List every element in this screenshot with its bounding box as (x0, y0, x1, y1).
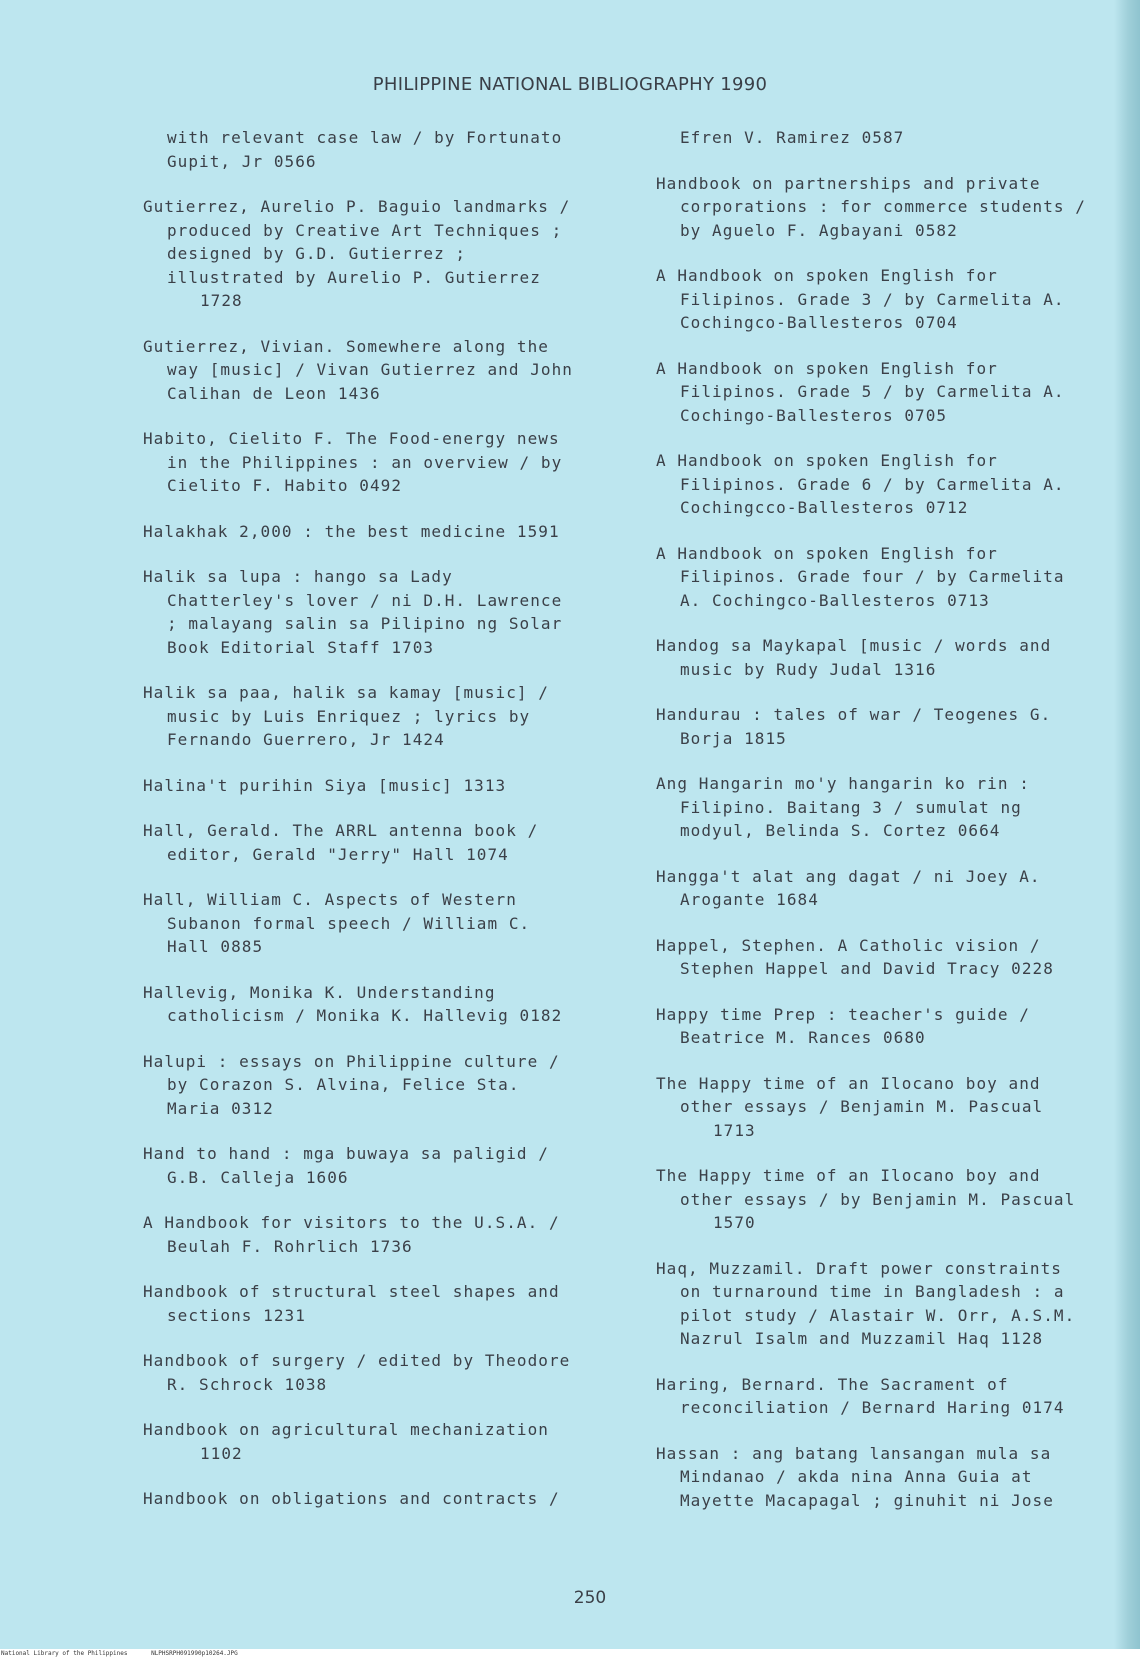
bibliography-entry (656, 1164, 1126, 1235)
bibliography-entry (656, 172, 1126, 243)
entry-line: Hall, Gerald. The ARRL antenna book / (143, 821, 539, 840)
entry-line: Filipinos. Grade 5 / by Carmelita A. (680, 382, 1065, 401)
bibliography-entry (143, 1280, 623, 1327)
bibliography-entry (143, 774, 623, 798)
page-number: 250 (573, 1588, 607, 1608)
entry-line: reconciliation / Bernard Haring 0174 (680, 1398, 1065, 1417)
bibliography-entry (143, 888, 623, 959)
entry-line: designed by G.D. Gutierrez ; (167, 244, 467, 263)
entry-line: Filipinos. Grade four / by Carmelita (680, 567, 1065, 586)
entry-line: Hall, William C. Aspects of Western (143, 890, 517, 909)
entry-line: 1713 (713, 1120, 756, 1140)
entry-line: produced by Creative Art Techniques ; (167, 220, 563, 240)
entry-line: on turnaround time in Bangladesh : a (680, 1282, 1065, 1301)
bibliography-entry (656, 542, 1126, 613)
entry-line: Stephen Happel and David Tracy 0228 (680, 959, 1054, 978)
entry-line: modyul, Belinda S. Cortez 0664 (680, 821, 1001, 840)
entry-line: Cochingcco-Ballesteros 0712 (680, 498, 969, 517)
entry-line: way [music] / Vivan Gutierrez and John (167, 360, 573, 379)
entry-line: Hall 0885 (167, 937, 264, 956)
entry-line: Gutierrez, Vivian. Somewhere along the (143, 336, 549, 356)
bibliography-entry (656, 1072, 1126, 1143)
entry-line: ; malayang salin sa Pilipino ng Solar (167, 614, 563, 633)
entry-line: Handbook on partnerships and private (656, 173, 1041, 193)
bibliography-entry (143, 427, 623, 498)
footer-filename: NLPHSRPH091990p10264.JPG (151, 1650, 238, 1657)
entry-line: Handog sa Maykapal [music / words and (656, 636, 1052, 655)
scan-footer (0, 1649, 1140, 1658)
entry-line: Subanon formal speech / William C. (167, 913, 531, 933)
entry-line: pilot study / Alastair W. Orr, A.S.M. (680, 1305, 1076, 1325)
entry-line: Fernando Guerrero, Jr 1424 (167, 730, 445, 749)
entry-line: Filipino. Baitang 3 / sumulat ng (680, 797, 1022, 817)
entry-line: Handbook on agricultural mechanization (143, 1420, 549, 1439)
entry-line: Beulah F. Rohrlich 1736 (167, 1236, 413, 1256)
running-header: PHILIPPINE NATIONAL BIBLIOGRAPHY 1990 (372, 74, 768, 95)
entry-line: Habito, Cielito F. The Food-energy news (143, 429, 560, 448)
entry-line: other essays / by Benjamin M. Pascual (680, 1189, 1076, 1209)
entry-line: catholicism / Monika K. Hallevig 0182 (167, 1006, 563, 1025)
entry-line: Gutierrez, Aurelio P. Baguio landmarks / (143, 197, 571, 216)
entry-line: A Handbook on spoken English for (656, 266, 998, 285)
bibliography-entry (143, 1050, 623, 1121)
entry-line: Happy time Prep : teacher's guide / (656, 1004, 1030, 1024)
entry-line: by Aguelo F. Agbayani 0582 (680, 220, 958, 240)
entry-line: G.B. Calleja 1606 (167, 1167, 349, 1187)
entry-line: Haq, Muzzamil. Draft power constraints (656, 1258, 1062, 1278)
bibliography-entry (143, 1142, 623, 1189)
entry-line: 1728 (200, 291, 243, 310)
entry-line: Mayette Macapagal ; ginuhit ni Jose (680, 1490, 1054, 1510)
entry-line: Filipinos. Grade 6 / by Carmelita A. (680, 474, 1065, 494)
bibliography-entry (656, 264, 1126, 335)
bibliography-entry (143, 335, 623, 406)
entry-line: corporations : for commerce students / (680, 197, 1086, 216)
entry-line: Cochingo-Ballesteros 0705 (680, 405, 948, 425)
entry-line: 1102 (200, 1443, 243, 1463)
entry-line: Halakhak 2,000 : the best medicine 1591 (143, 521, 560, 541)
entry-line: Borja 1815 (680, 728, 787, 748)
bibliography-entry (143, 819, 623, 866)
entry-line: Handurau : tales of war / Teogenes G. (656, 705, 1052, 724)
entry-line: Halik sa paa, halik sa kamay [music] / (143, 683, 549, 702)
entry-line: Handbook of structural steel shapes and (143, 1282, 560, 1301)
entry-line: Handbook of surgery / edited by Theodore (143, 1351, 571, 1370)
entry-line: in the Philippines : an overview / by (167, 452, 563, 472)
bibliography-entry (143, 1211, 623, 1258)
entry-line: Happel, Stephen. A Catholic vision / (656, 935, 1041, 955)
bibliography-entry (656, 1003, 1126, 1050)
entry-line: Hangga't alat ang dagat / ni Joey A. (656, 866, 1041, 886)
entry-line: A Handbook on spoken English for (656, 451, 998, 470)
entry-line: Nazrul Isalm and Muzzamil Haq 1128 (680, 1329, 1044, 1348)
bibliography-entry (656, 126, 1126, 150)
bibliography-entry (143, 1487, 623, 1511)
bibliography-entry (143, 981, 623, 1028)
entry-line: 1570 (713, 1213, 756, 1232)
footer-library: National Library of the Philippines (1, 1650, 128, 1657)
entry-line: Filipinos. Grade 3 / by Carmelita A. (680, 289, 1065, 309)
entry-line: other essays / Benjamin M. Pascual (680, 1097, 1044, 1116)
entry-line: Handbook on obligations and contracts / (143, 1489, 560, 1508)
bibliography-entry (143, 195, 623, 313)
bibliography-entry (143, 126, 623, 173)
bibliography-entry (656, 865, 1126, 912)
bibliography-entry (656, 934, 1126, 981)
bibliography-entry (656, 357, 1126, 428)
entry-line: Book Editorial Staff 1703 (167, 637, 435, 657)
bibliography-entry (143, 565, 623, 659)
entry-line: Hand to hand : mga buwaya sa paligid / (143, 1144, 549, 1163)
entry-line: Gupit, Jr 0566 (167, 151, 317, 171)
entry-line: Calihan de Leon 1436 (167, 383, 381, 403)
entry-line: The Happy time of an Ilocano boy and (656, 1073, 1041, 1093)
entry-line: Ang Hangarin mo'y hangarin ko rin : (656, 774, 1030, 793)
entry-line: Halina't purihin Siya [music] 1313 (143, 775, 507, 795)
bibliography-entry (656, 703, 1126, 750)
entry-line: with relevant case law / by Fortunato (167, 128, 563, 147)
entry-line: Beatrice M. Rances 0680 (680, 1028, 926, 1047)
entry-line: Halupi : essays on Philippine culture / (143, 1051, 560, 1071)
entry-line: Halik sa lupa : hango sa Lady (143, 567, 453, 586)
bibliography-entry (143, 681, 623, 752)
entry-line: Cielito F. Habito 0492 (167, 476, 403, 495)
entry-line: Maria 0312 (167, 1098, 274, 1118)
entry-line: A. Cochingco-Ballesteros 0713 (680, 590, 990, 610)
entry-line: The Happy time of an Ilocano boy and (656, 1166, 1041, 1185)
entry-line: Chatterley's lover / ni D.H. Lawrence (167, 590, 563, 610)
entry-line: A Handbook on spoken English for (656, 543, 998, 563)
bibliography-entry (656, 449, 1126, 520)
bibliography-entry (656, 1373, 1126, 1420)
bibliography-entry (143, 1418, 623, 1465)
entry-line: Haring, Bernard. The Sacrament of (656, 1374, 1009, 1394)
entry-line: Efren V. Ramirez 0587 (680, 128, 905, 147)
bibliography-entry (656, 634, 1126, 681)
bibliography-entry (656, 1442, 1126, 1513)
bibliography-entry (656, 1257, 1126, 1351)
entry-line: music by Luis Enriquez ; lyrics by (167, 706, 531, 726)
entry-line: Arogante 1684 (680, 890, 819, 909)
left-column (143, 126, 623, 1533)
entry-line: music by Rudy Judal 1316 (680, 659, 937, 679)
entry-line: R. Schrock 1038 (167, 1374, 328, 1394)
entry-line: A Handbook for visitors to the U.S.A. / (143, 1213, 560, 1232)
entry-line: editor, Gerald "Jerry" Hall 1074 (167, 844, 509, 864)
entry-line: A Handbook on spoken English for (656, 358, 998, 378)
entry-line: Mindanao / akda nina Anna Guia at (680, 1467, 1033, 1486)
entry-line: Hassan : ang batang lansangan mula sa (656, 1443, 1052, 1463)
entry-line: by Corazon S. Alvina, Felice Sta. (167, 1075, 520, 1094)
entry-line: Hallevig, Monika K. Understanding (143, 982, 496, 1002)
bibliography-entry (143, 1349, 623, 1396)
entry-line: illustrated by Aurelio P. Gutierrez (167, 267, 541, 287)
right-column (656, 126, 1126, 1534)
bibliography-entry (656, 772, 1126, 843)
entry-line: Cochingco-Ballesteros 0704 (680, 313, 958, 332)
entry-line: sections 1231 (167, 1305, 306, 1325)
bibliography-entry (143, 520, 623, 544)
